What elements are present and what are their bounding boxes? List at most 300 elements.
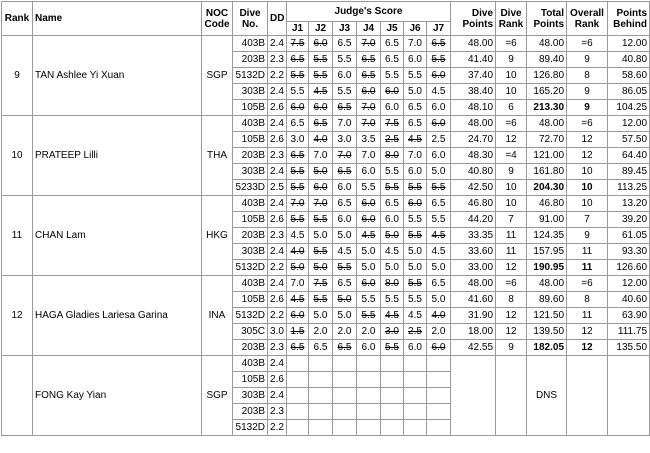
- judge-score: 6.0: [333, 68, 357, 84]
- judge-score: 7.0: [357, 148, 381, 164]
- header-judge-6: J6: [404, 22, 427, 36]
- dive-number: 105B: [233, 132, 268, 148]
- judge-score: 6.5: [381, 36, 404, 52]
- points-behind: 13.20: [608, 196, 650, 212]
- dive-points: 44.20: [451, 212, 496, 228]
- judge-score: 5.5: [309, 52, 333, 68]
- judge-score: 6.5: [404, 116, 427, 132]
- dive-dd: 2.6: [268, 100, 287, 116]
- dive-dd: 2.4: [268, 116, 287, 132]
- overall-rank: 8: [567, 68, 608, 84]
- dive-number: 5132D: [233, 308, 268, 324]
- points-behind: 135.50: [608, 340, 650, 356]
- athlete-noc: HKG: [202, 196, 233, 276]
- judge-score: [309, 404, 333, 420]
- total-points: 121.00: [527, 148, 567, 164]
- judge-score: 7.0: [357, 100, 381, 116]
- header-dd: DD: [268, 2, 287, 36]
- judge-score: 4.0: [287, 244, 309, 260]
- overall-rank: 9: [567, 84, 608, 100]
- dive-rank: 7: [496, 212, 527, 228]
- judge-score: 7.0: [309, 196, 333, 212]
- dive-number: 203B: [233, 148, 268, 164]
- overall-rank: 12: [567, 324, 608, 340]
- dive-points: 41.40: [451, 52, 496, 68]
- judge-score: 5.5: [309, 292, 333, 308]
- overall-rank: 11: [567, 260, 608, 276]
- judge-score: 6.0: [357, 212, 381, 228]
- dive-row: [2, 36, 650, 52]
- judge-score: 5.5: [381, 340, 404, 356]
- judge-score: 6.0: [427, 148, 451, 164]
- judge-score: 5.0: [404, 260, 427, 276]
- dive-dd: 2.4: [268, 164, 287, 180]
- dive-number: 105B: [233, 372, 268, 388]
- athlete-rank: 12: [2, 276, 33, 356]
- overall-rank: =6: [567, 276, 608, 292]
- header-judge-3: J3: [333, 22, 357, 36]
- judge-score: 6.0: [427, 100, 451, 116]
- dive-dd: 2.6: [268, 372, 287, 388]
- header-judges-score: Judge's Score: [287, 2, 451, 22]
- judge-score: 6.0: [427, 340, 451, 356]
- judge-score: 5.0: [381, 228, 404, 244]
- judge-score: [427, 404, 451, 420]
- judge-score: 4.5: [427, 228, 451, 244]
- dive-dd: 2.3: [268, 340, 287, 356]
- judge-score: 8.0: [381, 276, 404, 292]
- header-rank: Rank: [2, 2, 33, 36]
- judge-score: 5.0: [287, 260, 309, 276]
- total-points: 48.00: [527, 116, 567, 132]
- judge-score: [287, 404, 309, 420]
- judge-score: 6.0: [427, 116, 451, 132]
- total-points: 182.05: [527, 340, 567, 356]
- judge-score: 5.5: [287, 180, 309, 196]
- dive-dd: 2.3: [268, 148, 287, 164]
- table-header: [2, 2, 650, 36]
- judge-score: 4.0: [427, 308, 451, 324]
- judge-score: 6.0: [404, 164, 427, 180]
- judge-score: 7.0: [287, 196, 309, 212]
- judge-score: 7.5: [287, 36, 309, 52]
- overall-rank: 12: [567, 132, 608, 148]
- dive-points: 18.00: [451, 324, 496, 340]
- judge-score: [309, 388, 333, 404]
- judge-score: 5.0: [427, 292, 451, 308]
- judge-score: 3.0: [287, 132, 309, 148]
- points-behind: 12.00: [608, 276, 650, 292]
- dive-number: 5132D: [233, 68, 268, 84]
- overall-rank: [567, 356, 608, 436]
- dive-points: 42.50: [451, 180, 496, 196]
- dive-dd: 2.2: [268, 308, 287, 324]
- dive-dd: 2.5: [268, 180, 287, 196]
- dive-number: 303B: [233, 388, 268, 404]
- dive-rank: =4: [496, 148, 527, 164]
- dive-points: 42.55: [451, 340, 496, 356]
- dive-rank: =6: [496, 116, 527, 132]
- dive-number: 203B: [233, 340, 268, 356]
- points-behind: 12.00: [608, 36, 650, 52]
- judge-score: 6.0: [404, 196, 427, 212]
- judge-score: [381, 388, 404, 404]
- judge-score: 5.5: [404, 276, 427, 292]
- athlete-noc: INA: [202, 276, 233, 356]
- judge-score: 5.5: [333, 52, 357, 68]
- overall-rank: =6: [567, 116, 608, 132]
- points-behind: 86.05: [608, 84, 650, 100]
- judge-score: 4.5: [427, 244, 451, 260]
- dive-number: 403B: [233, 276, 268, 292]
- judge-score: 5.5: [427, 52, 451, 68]
- judge-score: [381, 372, 404, 388]
- judge-score: [287, 388, 309, 404]
- athlete-rank: [2, 356, 33, 436]
- overall-rank: 9: [567, 52, 608, 68]
- total-points: 190.95: [527, 260, 567, 276]
- judge-score: 5.5: [381, 164, 404, 180]
- points-behind: 63.90: [608, 308, 650, 324]
- judge-score: 7.0: [287, 276, 309, 292]
- judge-score: [404, 388, 427, 404]
- judge-score: 7.0: [309, 148, 333, 164]
- points-behind: 89.45: [608, 164, 650, 180]
- judge-score: [287, 356, 309, 372]
- dive-dd: 2.3: [268, 404, 287, 420]
- judge-score: [404, 356, 427, 372]
- dive-points: 46.80: [451, 196, 496, 212]
- header-total-points: Total Points: [527, 2, 567, 36]
- dive-row: [2, 116, 650, 132]
- dive-points: 37.40: [451, 68, 496, 84]
- total-points: 161.80: [527, 164, 567, 180]
- points-behind: 104.25: [608, 100, 650, 116]
- dive-points: 41.60: [451, 292, 496, 308]
- athlete-name: TAN Ashlee Yi Xuan: [33, 36, 202, 116]
- judge-score: 7.0: [357, 36, 381, 52]
- total-points: 165.20: [527, 84, 567, 100]
- judge-score: 6.5: [427, 196, 451, 212]
- judge-score: 2.5: [427, 132, 451, 148]
- judge-score: 3.0: [381, 324, 404, 340]
- dive-dd: 2.4: [268, 84, 287, 100]
- dive-rank: 9: [496, 340, 527, 356]
- total-points: 124.35: [527, 228, 567, 244]
- dive-dd: 2.2: [268, 260, 287, 276]
- judge-score: [357, 388, 381, 404]
- athlete-name: CHAN Lam: [33, 196, 202, 276]
- dive-dd: 2.4: [268, 388, 287, 404]
- overall-rank: 11: [567, 244, 608, 260]
- judge-score: 5.0: [309, 308, 333, 324]
- dive-rank: 12: [496, 324, 527, 340]
- judge-score: 7.0: [404, 148, 427, 164]
- dive-rank: 8: [496, 292, 527, 308]
- total-points: 204.30: [527, 180, 567, 196]
- dive-points: 31.90: [451, 308, 496, 324]
- judge-score: [357, 420, 381, 436]
- judge-score: 5.0: [333, 228, 357, 244]
- judge-score: 6.0: [404, 340, 427, 356]
- dive-points: 48.30: [451, 148, 496, 164]
- header-dive-no: Dive No.: [233, 2, 268, 36]
- judge-score: [381, 404, 404, 420]
- dive-number: 403B: [233, 356, 268, 372]
- dive-row: [2, 276, 650, 292]
- judge-score: [427, 388, 451, 404]
- judge-score: 6.5: [381, 52, 404, 68]
- judge-score: 5.5: [427, 180, 451, 196]
- judge-score: 6.0: [309, 36, 333, 52]
- total-points: 48.00: [527, 276, 567, 292]
- judge-score: 6.0: [309, 180, 333, 196]
- dive-number: 203B: [233, 52, 268, 68]
- dive-number: 403B: [233, 196, 268, 212]
- dive-number: 105B: [233, 292, 268, 308]
- points-behind: 111.75: [608, 324, 650, 340]
- judge-score: 6.5: [287, 52, 309, 68]
- judge-score: 6.5: [404, 100, 427, 116]
- overall-rank: 10: [567, 164, 608, 180]
- header-judge-1: J1: [287, 22, 309, 36]
- dive-rank: 6: [496, 100, 527, 116]
- judge-score: 5.5: [287, 68, 309, 84]
- judge-score: [287, 372, 309, 388]
- judge-score: 5.0: [333, 292, 357, 308]
- judge-score: 6.5: [287, 116, 309, 132]
- judge-score: 5.0: [427, 164, 451, 180]
- table-body: [2, 36, 650, 436]
- dive-rank: 11: [496, 244, 527, 260]
- judge-score: 5.5: [287, 84, 309, 100]
- points-behind: 126.60: [608, 260, 650, 276]
- dive-number: 303B: [233, 84, 268, 100]
- dive-dd: 3.0: [268, 324, 287, 340]
- overall-rank: 12: [567, 340, 608, 356]
- judge-score: [333, 356, 357, 372]
- dive-number: 303B: [233, 244, 268, 260]
- judge-score: 5.5: [357, 180, 381, 196]
- judge-score: 7.5: [309, 276, 333, 292]
- judge-score: 5.5: [333, 84, 357, 100]
- athlete-rank: 11: [2, 196, 33, 276]
- judge-score: 5.0: [381, 260, 404, 276]
- points-behind: 40.60: [608, 292, 650, 308]
- judge-score: 5.5: [357, 308, 381, 324]
- overall-rank: 8: [567, 292, 608, 308]
- judge-score: 5.5: [404, 68, 427, 84]
- dive-dd: 2.3: [268, 228, 287, 244]
- judge-score: 5.5: [427, 212, 451, 228]
- judge-score: 6.5: [333, 276, 357, 292]
- dive-rank: 12: [496, 308, 527, 324]
- judge-score: 3.0: [333, 132, 357, 148]
- dive-points: 48.00: [451, 116, 496, 132]
- judge-score: 5.5: [309, 68, 333, 84]
- judge-score: 5.5: [381, 68, 404, 84]
- judge-score: [333, 372, 357, 388]
- judge-score: 6.0: [357, 196, 381, 212]
- header-dive-rank: Dive Rank: [496, 2, 527, 36]
- points-behind: [608, 356, 650, 436]
- judge-score: 6.5: [333, 340, 357, 356]
- judge-score: [333, 420, 357, 436]
- dive-dd: 2.4: [268, 196, 287, 212]
- dive-number: 403B: [233, 36, 268, 52]
- judge-score: 6.0: [357, 164, 381, 180]
- dive-dd: 2.6: [268, 292, 287, 308]
- header-dive-points: Dive Points: [451, 2, 496, 36]
- judge-score: [333, 404, 357, 420]
- dive-rank: 9: [496, 164, 527, 180]
- judge-score: 5.5: [381, 180, 404, 196]
- judge-score: 4.5: [381, 244, 404, 260]
- dive-rank: 12: [496, 260, 527, 276]
- dive-dd: 2.6: [268, 212, 287, 228]
- judge-score: 7.0: [404, 36, 427, 52]
- points-behind: 57.50: [608, 132, 650, 148]
- judge-score: 4.5: [427, 84, 451, 100]
- athlete-noc: SGP: [202, 356, 233, 436]
- judge-score: 8.0: [381, 148, 404, 164]
- dive-dd: 2.2: [268, 420, 287, 436]
- judge-score: 5.5: [404, 228, 427, 244]
- judge-score: 5.0: [333, 308, 357, 324]
- dive-number: 203B: [233, 404, 268, 420]
- judge-score: 4.5: [357, 228, 381, 244]
- athlete-name: FONG Kay Yian: [33, 356, 202, 436]
- judge-score: 5.5: [309, 244, 333, 260]
- header-judge-7: J7: [427, 22, 451, 36]
- judge-score: 6.0: [427, 68, 451, 84]
- judge-score: 6.5: [287, 148, 309, 164]
- judge-score: 6.5: [333, 100, 357, 116]
- dive-rank: =6: [496, 276, 527, 292]
- judge-score: 1.5: [287, 324, 309, 340]
- dive-number: 5132D: [233, 420, 268, 436]
- overall-rank: 10: [567, 180, 608, 196]
- judge-score: 4.5: [381, 308, 404, 324]
- judge-score: 7.0: [357, 116, 381, 132]
- judge-score: 5.0: [357, 244, 381, 260]
- judge-score: [381, 420, 404, 436]
- dive-rank: 10: [496, 68, 527, 84]
- dive-number: 203B: [233, 228, 268, 244]
- judge-score: 6.5: [333, 164, 357, 180]
- dive-number: 105B: [233, 212, 268, 228]
- judge-score: 6.5: [333, 196, 357, 212]
- total-points: 89.40: [527, 52, 567, 68]
- points-behind: 64.40: [608, 148, 650, 164]
- judge-score: 7.0: [333, 148, 357, 164]
- judge-score: 6.0: [381, 100, 404, 116]
- judge-score: 4.0: [309, 132, 333, 148]
- dive-points: 33.35: [451, 228, 496, 244]
- judge-score: 2.0: [357, 324, 381, 340]
- judge-score: 6.5: [309, 340, 333, 356]
- dive-number: 5132D: [233, 260, 268, 276]
- athlete-rank: 10: [2, 116, 33, 196]
- total-points: 213.30: [527, 100, 567, 116]
- judge-score: 5.0: [309, 260, 333, 276]
- dive-rank: 11: [496, 228, 527, 244]
- judge-score: [427, 372, 451, 388]
- judge-score: [333, 388, 357, 404]
- overall-rank: 9: [567, 228, 608, 244]
- dive-points: 33.60: [451, 244, 496, 260]
- judge-score: 2.5: [381, 132, 404, 148]
- athlete-rank: 9: [2, 36, 33, 116]
- judge-score: 6.0: [357, 84, 381, 100]
- judge-score: 5.5: [404, 212, 427, 228]
- judge-score: [357, 356, 381, 372]
- header-judge-2: J2: [309, 22, 333, 36]
- dive-number: 105B: [233, 100, 268, 116]
- judge-score: 6.0: [404, 52, 427, 68]
- judge-score: 2.0: [309, 324, 333, 340]
- dive-row: [2, 356, 650, 372]
- points-behind: 39.20: [608, 212, 650, 228]
- dive-number: 305C: [233, 324, 268, 340]
- dive-number: 5233D: [233, 180, 268, 196]
- judge-score: 5.5: [287, 212, 309, 228]
- dive-dd: 2.3: [268, 52, 287, 68]
- judge-score: 5.5: [404, 292, 427, 308]
- judge-score: [427, 420, 451, 436]
- dive-rank: 9: [496, 52, 527, 68]
- dive-rank: 10: [496, 180, 527, 196]
- dive-rank: =6: [496, 36, 527, 52]
- results-table: [1, 1, 650, 436]
- total-points: 89.60: [527, 292, 567, 308]
- judge-score: 6.0: [333, 180, 357, 196]
- header-points-behind: Points Behind: [608, 2, 650, 36]
- athlete-noc: SGP: [202, 36, 233, 116]
- points-behind: 113.25: [608, 180, 650, 196]
- judge-score: 5.5: [333, 260, 357, 276]
- judge-score: 4.5: [287, 228, 309, 244]
- dive-dd: 2.4: [268, 36, 287, 52]
- dive-dd: 2.4: [268, 356, 287, 372]
- judge-score: 5.0: [309, 228, 333, 244]
- athlete-noc: THA: [202, 116, 233, 196]
- judge-score: 5.5: [404, 180, 427, 196]
- judge-score: 5.5: [357, 292, 381, 308]
- judge-score: 6.0: [287, 100, 309, 116]
- judge-score: [404, 420, 427, 436]
- points-behind: 58.60: [608, 68, 650, 84]
- total-points: 121.50: [527, 308, 567, 324]
- dive-rank: 10: [496, 196, 527, 212]
- header-overall-rank: Overall Rank: [567, 2, 608, 36]
- overall-rank: 12: [567, 148, 608, 164]
- judge-score: [404, 404, 427, 420]
- dive-points: 40.80: [451, 164, 496, 180]
- judge-score: 6.0: [357, 340, 381, 356]
- judge-score: 5.0: [357, 260, 381, 276]
- dive-points: [451, 356, 496, 436]
- dive-points: 48.00: [451, 36, 496, 52]
- judge-score: [427, 356, 451, 372]
- total-points: 46.80: [527, 196, 567, 212]
- judge-score: 5.0: [404, 84, 427, 100]
- points-behind: 12.00: [608, 116, 650, 132]
- judge-score: [309, 420, 333, 436]
- judge-score: 6.0: [381, 84, 404, 100]
- athlete-name: PRATEEP Lilli: [33, 116, 202, 196]
- judge-score: 4.5: [333, 244, 357, 260]
